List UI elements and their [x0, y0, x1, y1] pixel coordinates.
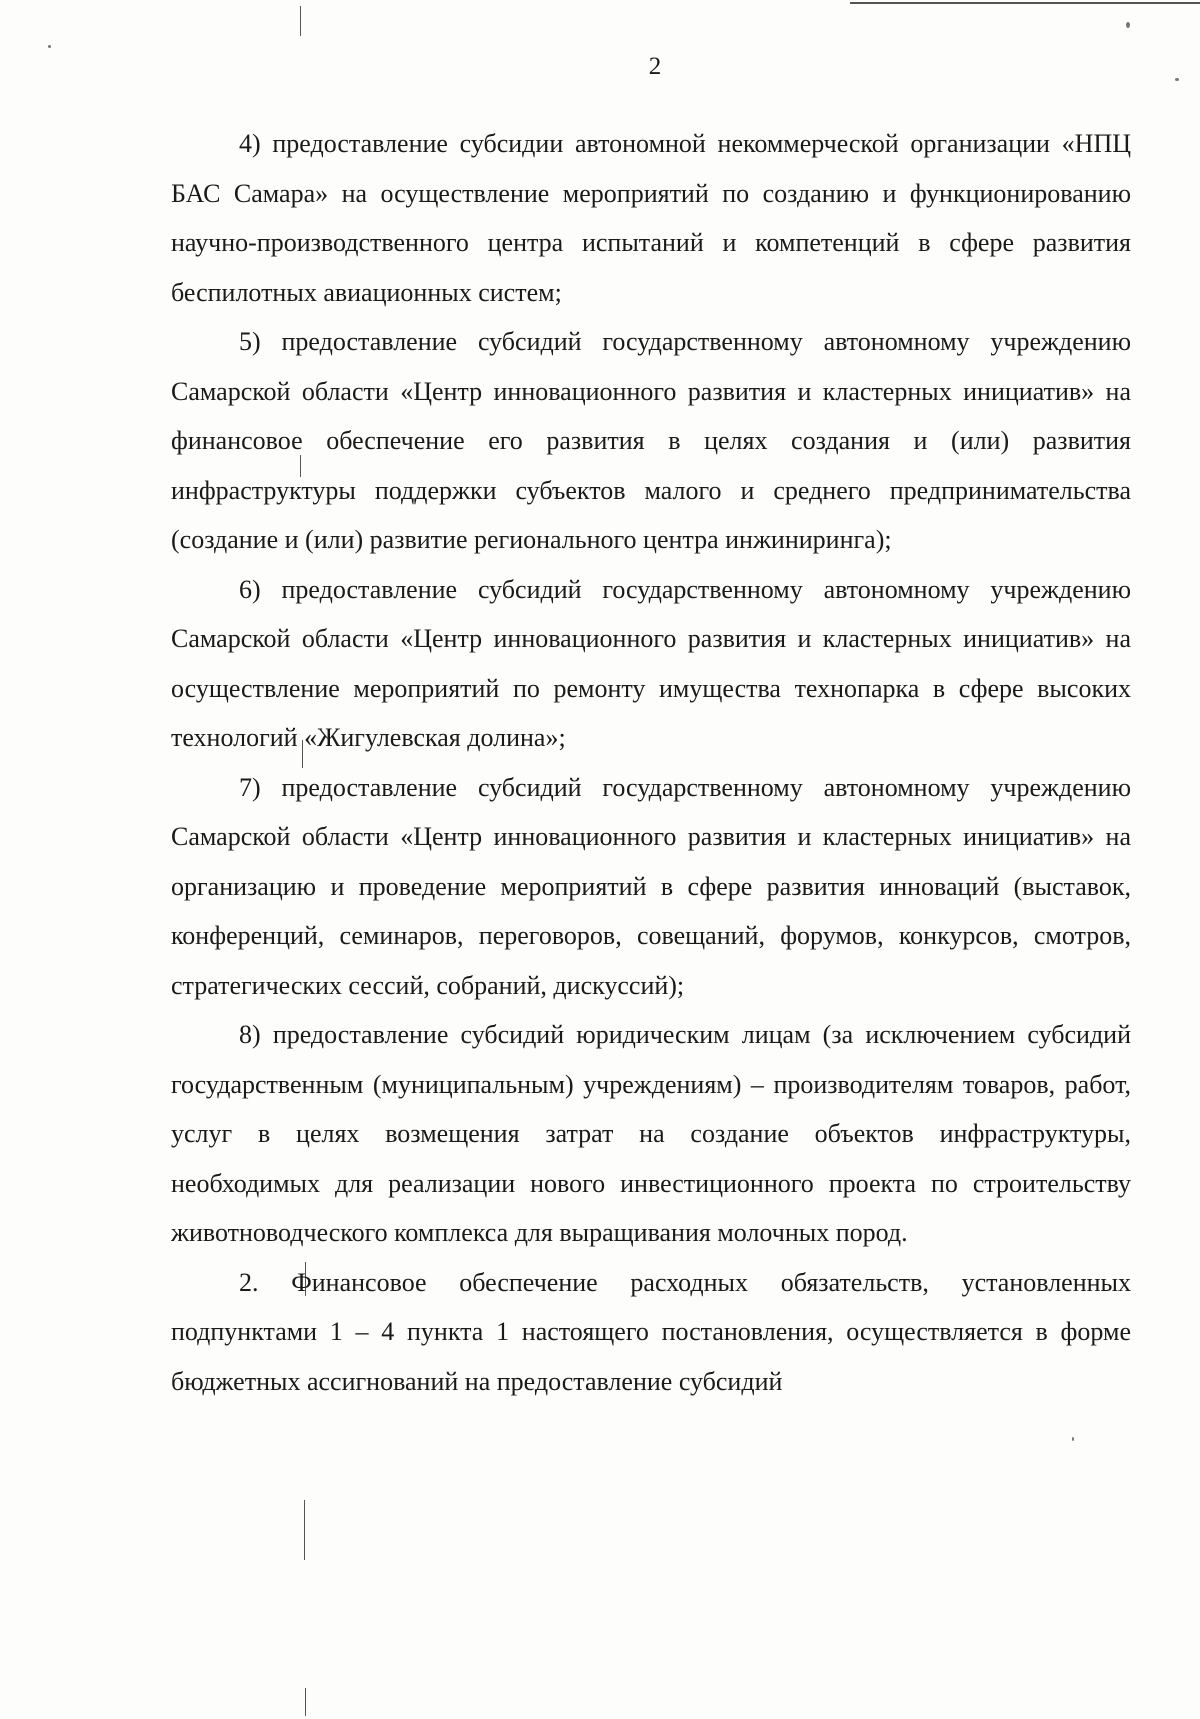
scan-artifact-speck: [1126, 22, 1130, 28]
scan-artifact-binding-dash-5: [305, 1688, 306, 1716]
list-item-6: 6) предоставление субсидий государственному автономному учреждению Самарской области «Центр инновационного развития и кластерных инициатив» на осуществление мероприятий по ремонту имущества технопарка в сфере высоких технологий «Жигулевская долина»;: [171, 574, 1131, 752]
page-number: 2: [648, 53, 662, 80]
scan-artifact-speck: [1072, 1437, 1074, 1441]
document-body: [171, 119, 1131, 1406]
list-item-7: 7) предоставление субсидий государственному автономному учреждению Самарской области «Центр инновационного развития и кластерных инициатив» на организацию и проведение мероприятий в сфере развития инноваций (выставок, конференций, семинаров, переговоров, совещаний, форумов, конкурсов, смотров, стратегических сессий, собраний, дискуссий);: [171, 772, 1131, 1000]
scan-artifact-top-line: [850, 2, 1200, 4]
scan-artifact-speck: [48, 45, 51, 48]
list-item-8: 8) предоставление субсидий юридическим лицам (за исключением субсидий государственным (муниципальным) учреждениям) – производителям товаров, работ, услуг в целях возмещения затрат на создание объектов инфраструктуры, необходимых для реализации нового инвестиционного проекта по строительству животноводческого комплекса для выращивания молочных пород.: [171, 1020, 1131, 1247]
section-2-paragraph: 2. Финансовое обеспечение расходных обязательств, установленных подпунктами 1 – 4 пункта 1 настоящего постановления, осуществляется в форме бюджетных ассигнований на предоставление субсидий: [171, 1267, 1131, 1396]
scan-artifact-binding-dash-4: [304, 1500, 305, 1560]
list-item-4: 4) предоставление субсидии автономной некоммерческой организации «НПЦ БАС Самара» на осуществление мероприятий по созданию и функционированию научно-производственного центра испытаний и компетенций в сфере развития беспилотных авиационных систем;: [171, 129, 1131, 307]
list-item-5: 5) предоставление субсидий государственному автономному учреждению Самарской области «Центр инновационного развития и кластерных инициатив» на финансовое обеспечение его развития в целях создания и (или) развития инфраструктуры поддержки субъектов малого и среднего предпринимательства (создание и (или) развитие регионального центра инжиниринга);: [171, 327, 1131, 554]
scan-artifact-top-tick: [300, 6, 301, 36]
